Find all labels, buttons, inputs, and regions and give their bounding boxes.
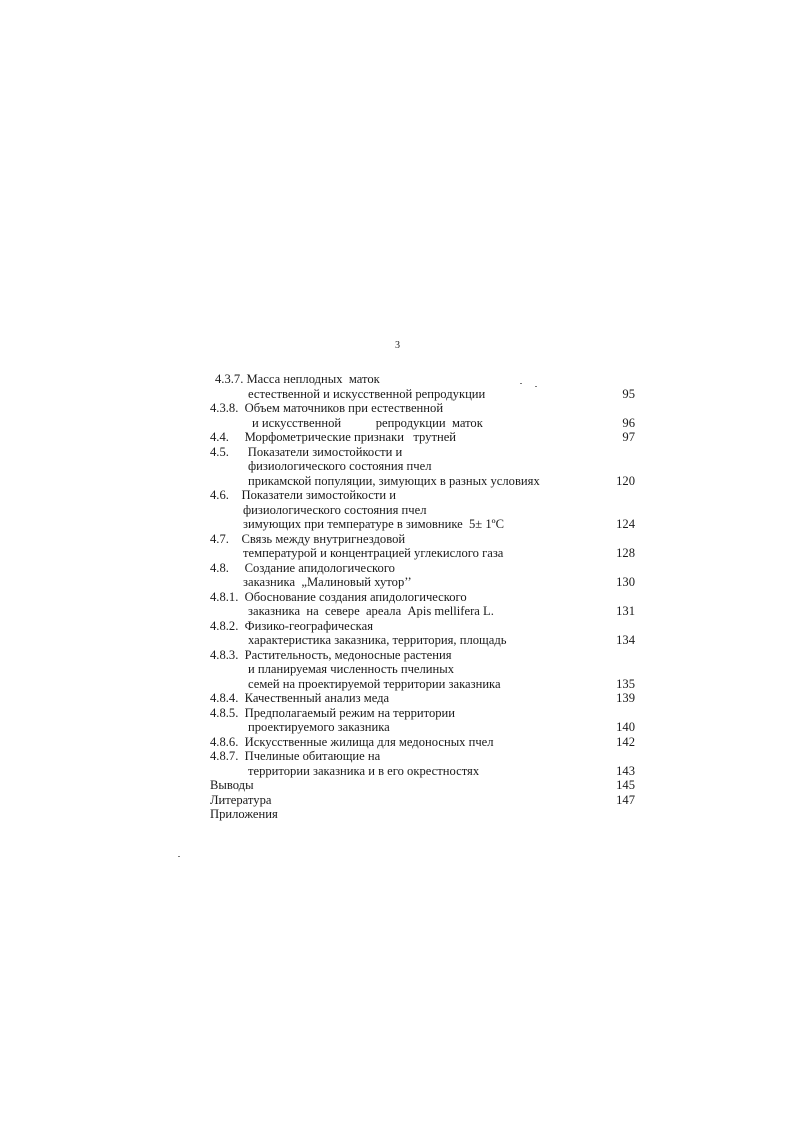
- toc-line: [0, 648, 795, 663]
- toc-line-text: 4.8.5. Предполагаемый режим на территории: [210, 705, 456, 720]
- toc-line-text: 4.8.3. Растительность, медоносные растения: [210, 647, 452, 662]
- toc-line: [0, 459, 795, 474]
- scan-speck: [178, 856, 180, 857]
- toc-page-number: 140: [616, 720, 635, 734]
- toc-line: [0, 387, 795, 402]
- toc-entry: [0, 532, 795, 561]
- toc-line: [0, 416, 795, 431]
- toc-line: [0, 793, 795, 808]
- page-number: 3: [395, 340, 400, 351]
- toc-line-text: территории заказника и в его окрестностях: [248, 763, 480, 778]
- toc-line-text: заказника „Малиновый хутор’’: [243, 575, 412, 589]
- toc-line: [0, 720, 795, 735]
- toc-entry: [0, 778, 795, 793]
- toc-page-number: 130: [616, 575, 635, 589]
- toc-line: [0, 561, 795, 576]
- toc-entry: [0, 590, 795, 619]
- toc-page-number: 95: [622, 386, 635, 401]
- toc-entry: [0, 749, 795, 778]
- toc-line-text: Выводы: [210, 778, 254, 792]
- toc-line: [0, 633, 795, 648]
- scan-speck: [520, 383, 522, 384]
- toc-line: [0, 691, 795, 706]
- toc-page-number: 128: [616, 546, 635, 560]
- toc-line-text: 4.8.1. Обоснование создания апидологического: [210, 589, 467, 604]
- toc-line: [0, 590, 795, 605]
- toc-line: [0, 488, 795, 503]
- toc-line: [0, 503, 795, 518]
- toc-line: [0, 401, 795, 416]
- toc-page-number: 131: [616, 604, 635, 618]
- toc-page-number: 135: [616, 676, 635, 691]
- toc-line: [0, 807, 795, 822]
- toc-line-text: характеристика заказника, территория, площадь: [248, 633, 507, 647]
- toc-line-text: прикамской популяции, зимующих в разных условиях: [248, 473, 540, 488]
- toc-entry: [0, 807, 795, 822]
- toc-page-number: 124: [616, 517, 635, 531]
- toc-line-text: 4.5. Показатели зимостойкости и: [210, 444, 403, 459]
- toc-page-number: 143: [616, 763, 635, 778]
- toc-line-text: и планируемая численность пчелиных: [248, 662, 455, 676]
- toc-line-text: Приложения: [210, 807, 278, 821]
- toc-line-text: проектируемого заказника: [248, 720, 390, 734]
- toc-line: [0, 619, 795, 634]
- toc-entry: [0, 691, 795, 706]
- toc-line-text: 4.7. Связь между внутригнездовой: [210, 531, 406, 546]
- toc-line: [0, 764, 795, 779]
- toc-line-text: 4.4. Морфометрические признаки трутней: [210, 430, 457, 444]
- toc-line-text: физиологического состояния пчел: [243, 502, 427, 517]
- toc-line: [0, 430, 795, 445]
- toc-entry: [0, 706, 795, 735]
- toc-page-number: 145: [616, 778, 635, 792]
- toc-line-text: естественной и искусственной репродукции: [248, 386, 486, 401]
- toc-entry: [0, 488, 795, 532]
- toc-line-text: 4.8.4. Качественный анализ меда: [210, 691, 390, 705]
- toc-line: [0, 575, 795, 590]
- toc-line-text: 4.8. Создание апидологического: [210, 560, 395, 575]
- toc-line-text: 4.8.7. Пчелиные обитающие на: [210, 749, 381, 763]
- toc-entry: [0, 619, 795, 648]
- toc-line: [0, 604, 795, 619]
- toc-line: [0, 778, 795, 793]
- toc-line-text: 4.8.6. Искусственные жилища для медоносных пчел: [210, 734, 494, 749]
- toc-page-number: 97: [622, 430, 635, 444]
- toc-line-text: Литература: [210, 792, 272, 807]
- toc-line-text: 4.3.7. Масса неплодных маток: [215, 372, 380, 386]
- toc-line-text: 4.3.8. Объем маточников при естественной: [210, 401, 444, 415]
- toc-page-number: 142: [616, 734, 635, 749]
- toc-entry: [0, 735, 795, 750]
- toc-line-text: температурой и концентрацией углекислого газа: [243, 546, 504, 560]
- toc-line-text: семей на проектируемой территории заказника: [248, 676, 501, 691]
- toc-line-text: 4.8.2. Физико-географическая: [210, 618, 373, 633]
- toc-line: [0, 445, 795, 460]
- toc-line: [0, 735, 795, 750]
- toc-entry: [0, 648, 795, 692]
- toc-entry: [0, 372, 795, 401]
- toc-line: [0, 546, 795, 561]
- toc-line: [0, 677, 795, 692]
- toc-entry: [0, 793, 795, 808]
- toc-page-number: 96: [622, 415, 635, 430]
- toc-line: [0, 372, 795, 387]
- toc-line: [0, 749, 795, 764]
- toc-line-text: и искусственной репродукции маток: [252, 415, 483, 430]
- toc-entry: [0, 561, 795, 590]
- table-of-contents: [0, 372, 795, 822]
- toc-page-number: 134: [616, 633, 635, 647]
- toc-line: [0, 532, 795, 547]
- toc-line-text: физиологического состояния пчел: [248, 459, 432, 473]
- toc-line-text: зимующих при температуре в зимовнике 5± 1ºС: [243, 517, 504, 531]
- toc-page-number: 120: [616, 473, 635, 488]
- toc-page-number: 147: [616, 792, 635, 807]
- toc-entry: [0, 401, 795, 430]
- toc-line: [0, 474, 795, 489]
- toc-entry: [0, 445, 795, 489]
- toc-entry: [0, 430, 795, 445]
- toc-line-text: 4.6. Показатели зимостойкости и: [210, 488, 396, 502]
- toc-line: [0, 517, 795, 532]
- toc-line-text: заказника на севере ареала Apis mellifera L.: [248, 604, 494, 618]
- scan-speck: [535, 386, 537, 387]
- toc-line: [0, 662, 795, 677]
- toc-page-number: 139: [616, 691, 635, 705]
- toc-line: [0, 706, 795, 721]
